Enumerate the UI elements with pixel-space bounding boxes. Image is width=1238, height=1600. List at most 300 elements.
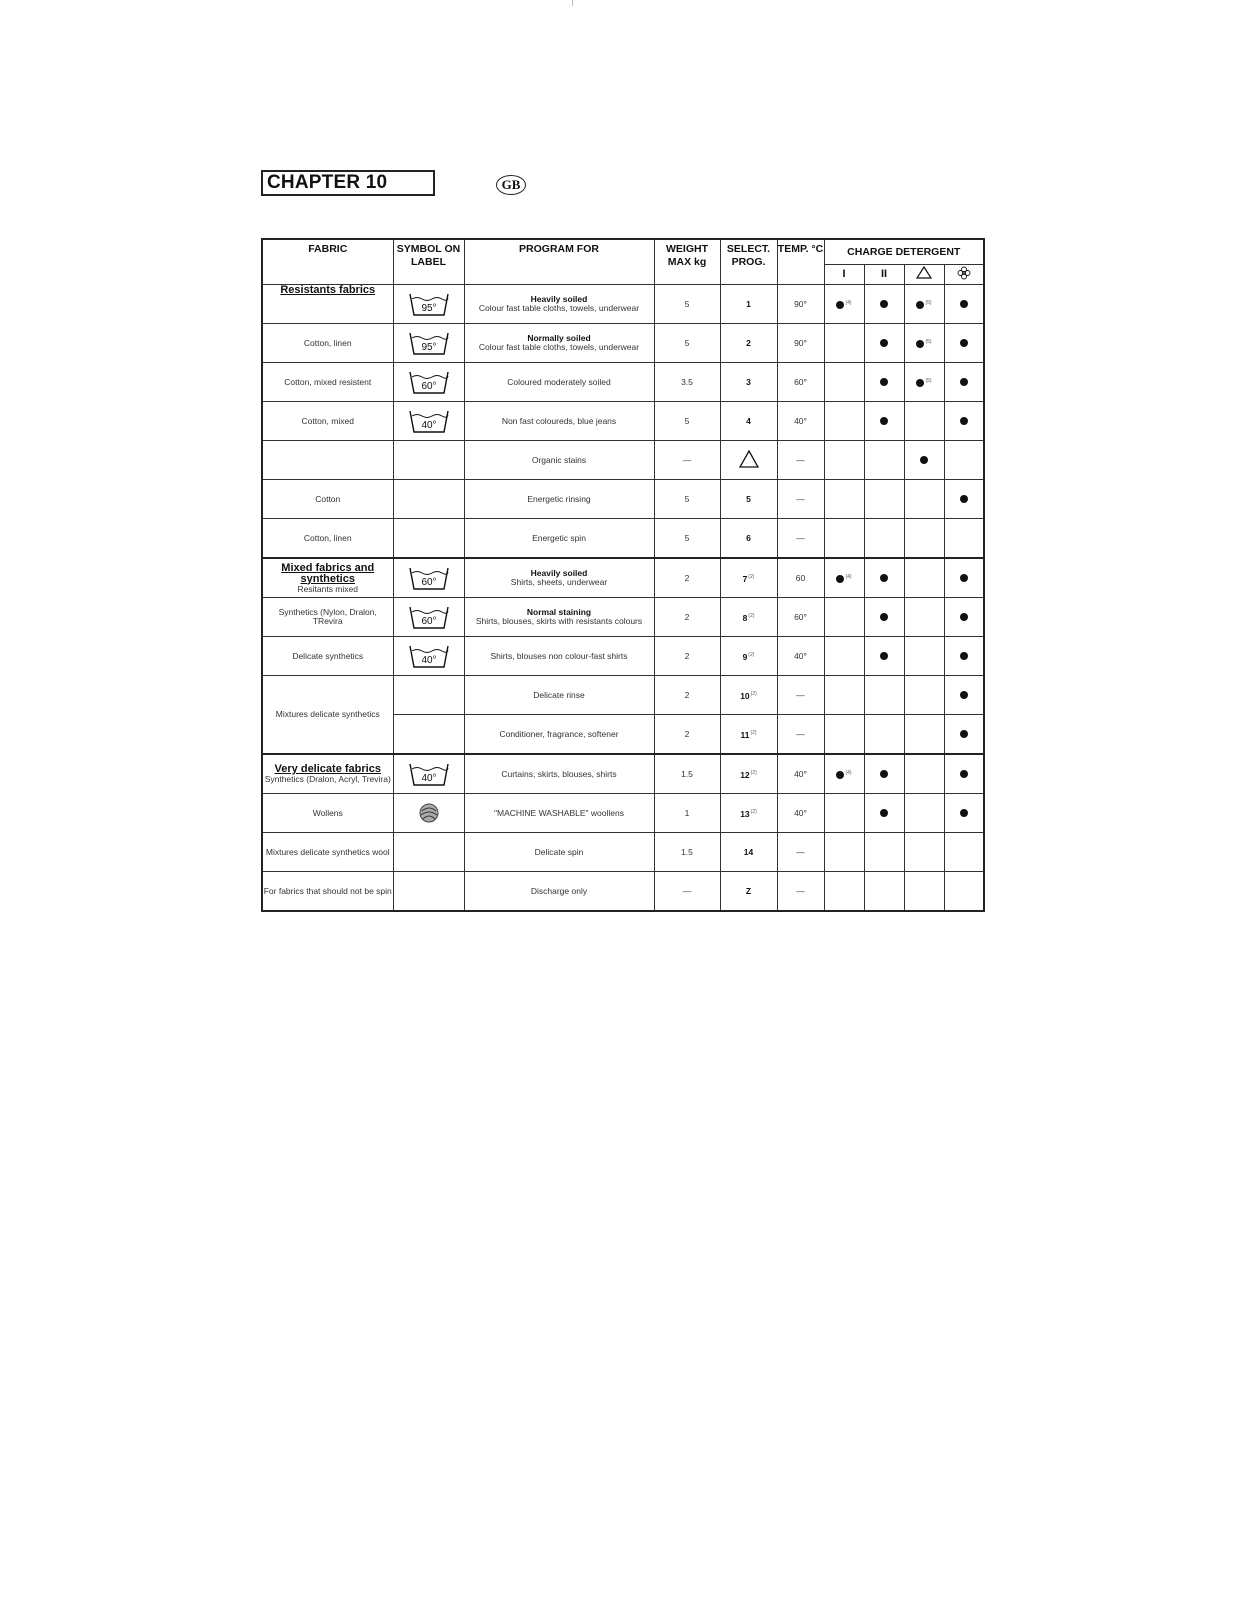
col-fabric-header: FABRIC	[262, 239, 393, 285]
fabric-cell	[262, 363, 393, 402]
weight-cell: 5	[654, 519, 720, 559]
detergent-footnote: (5)	[925, 377, 932, 384]
program-soil-level: Normal staining	[526, 607, 592, 617]
program-number: 6	[746, 532, 751, 543]
program-description: Shirts, blouses, skirts with resistants colours	[475, 616, 643, 626]
wash-tub-icon	[409, 408, 449, 434]
program-soil-level: Heavily soiled	[530, 294, 588, 304]
detergent-cell	[864, 754, 904, 794]
detergent-cell	[824, 676, 864, 715]
filled-dot-icon	[960, 613, 968, 621]
program-number: Z	[745, 885, 752, 896]
temperature-cell: —	[777, 715, 824, 755]
filled-dot-icon	[836, 301, 844, 309]
fabric-text: Synthetics (Dralon, Acryl, Trevira)	[264, 774, 391, 784]
detergent-cell	[904, 324, 944, 363]
weight-cell: —	[654, 441, 720, 480]
detergent-mark	[880, 769, 888, 779]
detergent-cell	[864, 676, 904, 715]
wash-temp-label: 95°	[420, 342, 437, 353]
temperature-cell: 40°	[777, 794, 824, 833]
program-cell	[464, 558, 654, 598]
table-row	[262, 676, 984, 715]
weight-cell: 5	[654, 402, 720, 441]
program-cell	[464, 324, 654, 363]
program-description: Organic stains	[531, 454, 587, 465]
detergent-cell	[904, 872, 944, 912]
detergent-mark	[880, 338, 888, 348]
weight-cell: —	[654, 872, 720, 912]
wash-tub-icon	[409, 330, 449, 356]
select-program-cell	[720, 441, 777, 480]
detergent-footnote: (4)	[845, 573, 852, 580]
program-soil-level: Heavily soiled	[530, 568, 588, 578]
detergent-cell	[864, 794, 904, 833]
detergent-cell	[944, 324, 984, 363]
program-cell	[464, 676, 654, 715]
program-footnote: (2)	[748, 651, 755, 658]
program-description: Colour fast table cloths, towels, underwear	[478, 342, 640, 352]
detergent-cell	[904, 402, 944, 441]
filled-dot-icon	[880, 809, 888, 817]
care-symbol-cell	[393, 324, 464, 363]
wash-tub-icon	[409, 565, 449, 591]
weight-cell: 5	[654, 324, 720, 363]
col-program-header: PROGRAM FOR	[464, 239, 654, 285]
detergent-cell	[824, 833, 864, 872]
detergent-mark	[836, 769, 851, 779]
detergent-cell	[904, 441, 944, 480]
select-program-cell	[720, 324, 777, 363]
detergent-cell	[904, 833, 944, 872]
temperature-cell: 60	[777, 558, 824, 598]
temperature-cell: —	[777, 480, 824, 519]
program-footnote: (2)	[748, 612, 755, 619]
wash-temp-label: 60°	[420, 381, 437, 392]
filled-dot-icon	[880, 574, 888, 582]
filled-dot-icon	[960, 652, 968, 660]
fabric-text: For fabrics that should not be spin	[263, 885, 392, 896]
detergent-cell	[944, 558, 984, 598]
select-program-cell	[720, 794, 777, 833]
filled-dot-icon	[880, 652, 888, 660]
detergent-mark	[920, 455, 928, 465]
filled-dot-icon	[836, 575, 844, 583]
fabric-text: Cotton, mixed	[301, 415, 354, 426]
detergent-mark	[960, 651, 968, 661]
program-cell	[464, 715, 654, 755]
wash-temp-label: 40°	[420, 773, 437, 784]
program-description: Discharge only	[530, 885, 588, 896]
detergent-mark	[880, 808, 888, 818]
detergent-cell	[904, 363, 944, 402]
program-footnote: (2)	[750, 769, 757, 776]
program-description: Conditioner, fragrance, softener	[499, 728, 619, 739]
filled-dot-icon	[960, 691, 968, 699]
program-number: 13	[740, 808, 750, 819]
detergent-mark	[880, 612, 888, 622]
detergent-cell	[944, 285, 984, 324]
col-charge-wash-header: II	[864, 265, 904, 285]
detergent-cell	[864, 872, 904, 912]
fabric-text: Delicate synthetics	[292, 650, 364, 661]
fabric-cell	[262, 480, 393, 519]
detergent-cell	[904, 598, 944, 637]
temperature-cell: —	[777, 833, 824, 872]
detergent-mark	[960, 494, 968, 504]
detergent-cell	[824, 480, 864, 519]
weight-cell: 2	[654, 676, 720, 715]
table-row	[262, 519, 984, 559]
detergent-cell	[824, 872, 864, 912]
table-row	[262, 363, 984, 402]
detergent-cell	[864, 519, 904, 559]
fabric-cell	[262, 794, 393, 833]
select-program-cell	[720, 519, 777, 559]
fabric-cell	[262, 598, 393, 637]
fabric-cell	[262, 558, 393, 598]
fabric-group-heading: Mixed fabrics and synthetics	[281, 561, 375, 585]
program-number: 8	[742, 612, 748, 623]
program-footnote: (2)	[750, 808, 757, 815]
detergent-cell	[864, 285, 904, 324]
filled-dot-icon	[880, 417, 888, 425]
select-program-cell	[720, 480, 777, 519]
temperature-cell: —	[777, 676, 824, 715]
table-row	[262, 754, 984, 794]
program-description: "MACHINE WASHABLE" woollens	[494, 807, 624, 818]
weight-cell: 2	[654, 598, 720, 637]
fabric-text: Mixtures delicate synthetics wool	[265, 846, 390, 857]
detergent-cell	[824, 794, 864, 833]
program-number: 4	[746, 415, 751, 426]
program-cell	[464, 441, 654, 480]
detergent-footnote: (4)	[845, 769, 852, 776]
filled-dot-icon	[916, 379, 924, 387]
program-cell	[464, 598, 654, 637]
fabric-cell	[262, 324, 393, 363]
wash-tub-icon	[409, 369, 449, 395]
filled-dot-icon	[880, 300, 888, 308]
program-cell	[464, 285, 654, 324]
wash-temp-label: 40°	[420, 655, 437, 666]
temperature-cell: —	[777, 872, 824, 912]
filled-dot-icon	[880, 378, 888, 386]
filled-dot-icon	[880, 770, 888, 778]
program-number: 14	[743, 846, 754, 857]
detergent-cell	[824, 754, 864, 794]
care-symbol-cell	[393, 402, 464, 441]
select-program-cell	[720, 676, 777, 715]
detergent-mark	[836, 573, 851, 583]
program-number: 11	[740, 729, 750, 740]
detergent-cell	[864, 833, 904, 872]
table-row	[262, 833, 984, 872]
top-tick-mark	[572, 0, 573, 6]
filled-dot-icon	[960, 378, 968, 386]
language-badge: GB	[496, 175, 526, 195]
detergent-cell	[904, 558, 944, 598]
detergent-cell	[864, 324, 904, 363]
detergent-cell	[864, 363, 904, 402]
detergent-cell	[824, 402, 864, 441]
temperature-cell: 60°	[777, 598, 824, 637]
select-program-cell	[720, 598, 777, 637]
fabric-cell	[262, 441, 393, 480]
fabric-cell	[262, 872, 393, 912]
detergent-mark	[960, 416, 968, 426]
detergent-cell	[904, 794, 944, 833]
care-symbol-cell	[393, 441, 464, 480]
detergent-mark	[880, 416, 888, 426]
detergent-cell	[864, 402, 904, 441]
fabric-cell	[262, 637, 393, 676]
detergent-mark	[960, 573, 968, 583]
wash-tub-icon	[409, 291, 449, 317]
detergent-cell	[864, 715, 904, 755]
fabric-text: Wollens	[312, 807, 343, 818]
table-row	[262, 872, 984, 912]
temperature-cell: 60°	[777, 363, 824, 402]
program-soil-level: Normally soiled	[527, 333, 591, 343]
detergent-cell	[824, 519, 864, 559]
program-cell	[464, 480, 654, 519]
care-symbol-cell	[393, 715, 464, 755]
fabric-text: Cotton, linen	[303, 532, 352, 543]
filled-dot-icon	[836, 771, 844, 779]
select-program-cell	[720, 754, 777, 794]
care-symbol-cell	[393, 480, 464, 519]
chapter-title: CHAPTER 10	[261, 170, 435, 196]
program-description: Non fast coloureds, blue jeans	[501, 415, 617, 426]
detergent-mark	[960, 299, 968, 309]
filled-dot-icon	[960, 300, 968, 308]
program-number: 2	[746, 337, 751, 348]
program-number: 10	[740, 690, 750, 701]
program-description: Energetic spin	[532, 532, 586, 543]
program-number: 7	[742, 573, 748, 584]
detergent-footnote: (5)	[925, 338, 932, 345]
detergent-cell	[824, 285, 864, 324]
detergent-mark	[960, 690, 968, 700]
care-symbol-cell	[393, 285, 464, 324]
temperature-cell: 90°	[777, 324, 824, 363]
weight-cell: 2	[654, 715, 720, 755]
table-row	[262, 441, 984, 480]
triangle-icon	[916, 266, 932, 279]
detergent-mark	[960, 769, 968, 779]
fabric-cell	[262, 402, 393, 441]
wash-temp-label: 95°	[420, 303, 437, 314]
program-description: Delicate spin	[534, 846, 584, 857]
detergent-cell	[904, 715, 944, 755]
weight-cell: 3.5	[654, 363, 720, 402]
wash-tub-icon	[409, 604, 449, 630]
table-row	[262, 598, 984, 637]
detergent-cell	[864, 441, 904, 480]
col-select-header: SELECT. PROG.	[720, 239, 777, 285]
program-description: Shirts, blouses non colour-fast shirts	[490, 650, 628, 661]
program-description: Shirts, sheets, underwear	[510, 577, 608, 587]
detergent-cell	[944, 402, 984, 441]
temperature-cell: —	[777, 441, 824, 480]
detergent-cell	[824, 441, 864, 480]
fabric-cell	[262, 676, 393, 755]
weight-cell: 5	[654, 285, 720, 324]
fabric-text: Resitants mixed	[297, 583, 358, 594]
care-symbol-cell	[393, 833, 464, 872]
table-row	[262, 637, 984, 676]
program-cell	[464, 402, 654, 441]
care-symbol-cell	[393, 676, 464, 715]
care-symbol-cell	[393, 872, 464, 912]
detergent-cell	[944, 637, 984, 676]
program-number: 3	[746, 376, 751, 387]
detergent-cell	[944, 676, 984, 715]
wash-temp-label: 60°	[420, 577, 437, 588]
fabric-text: Cotton, linen	[303, 337, 352, 348]
detergent-cell	[864, 558, 904, 598]
program-description: Energetic rinsing	[527, 493, 591, 504]
detergent-mark	[880, 573, 888, 583]
detergent-cell	[944, 715, 984, 755]
care-symbol-cell	[393, 754, 464, 794]
filled-dot-icon	[960, 417, 968, 425]
detergent-cell	[824, 324, 864, 363]
select-program-cell	[720, 833, 777, 872]
program-number: 1	[746, 298, 751, 309]
table-row	[262, 285, 984, 324]
filled-dot-icon	[880, 613, 888, 621]
select-program-cell	[720, 872, 777, 912]
table-row	[262, 558, 984, 598]
detergent-mark	[916, 377, 931, 387]
detergent-cell	[824, 598, 864, 637]
detergent-cell	[904, 285, 944, 324]
detergent-cell	[944, 872, 984, 912]
filled-dot-icon	[960, 574, 968, 582]
detergent-cell	[904, 637, 944, 676]
care-symbol-cell	[393, 558, 464, 598]
detergent-mark	[916, 338, 931, 348]
detergent-cell	[904, 519, 944, 559]
fabric-cell	[262, 754, 393, 794]
program-cell	[464, 872, 654, 912]
col-charge-detergent-header: CHARGE DETERGENT	[824, 239, 984, 265]
program-footnote: (2)	[750, 690, 757, 697]
col-temp-header: TEMP. °C	[777, 239, 824, 285]
fabric-text: Mixtures delicate synthetics	[275, 709, 380, 719]
temperature-cell: 40°	[777, 637, 824, 676]
select-program-cell	[720, 558, 777, 598]
weight-cell: 5	[654, 480, 720, 519]
weight-cell: 2	[654, 637, 720, 676]
fabric-group-heading: Very delicate fabrics	[274, 763, 381, 775]
select-program-cell	[720, 637, 777, 676]
detergent-mark	[960, 729, 968, 739]
select-program-cell	[720, 402, 777, 441]
detergent-mark	[880, 299, 888, 309]
col-charge-prewash-header: I	[824, 265, 864, 285]
table-row	[262, 402, 984, 441]
col-charge-bleach-header	[904, 265, 944, 285]
detergent-mark	[960, 808, 968, 818]
wool-ball-icon	[418, 802, 440, 824]
detergent-mark	[960, 338, 968, 348]
filled-dot-icon	[960, 339, 968, 347]
fabric-text: Cotton, mixed resistent	[284, 376, 372, 387]
select-program-cell	[720, 285, 777, 324]
care-symbol-cell	[393, 637, 464, 676]
program-number: 9	[742, 651, 748, 662]
program-cell	[464, 754, 654, 794]
program-cell	[464, 794, 654, 833]
table-row	[262, 324, 984, 363]
program-description: Delicate rinse	[533, 689, 585, 700]
detergent-cell	[824, 363, 864, 402]
detergent-cell	[904, 480, 944, 519]
filled-dot-icon	[920, 456, 928, 464]
col-charge-softener-header	[944, 265, 984, 285]
weight-cell: 1.5	[654, 754, 720, 794]
program-description: Curtains, skirts, blouses, shirts	[501, 768, 617, 779]
col-symbol-header: SYMBOL ON LABEL	[393, 239, 464, 285]
fabric-cell	[262, 285, 393, 324]
program-description: Colour fast table cloths, towels, underwear	[478, 303, 640, 313]
temperature-cell: 40°	[777, 402, 824, 441]
filled-dot-icon	[960, 495, 968, 503]
program-footnote: (2)	[750, 729, 757, 736]
detergent-mark	[960, 377, 968, 387]
detergent-mark	[880, 377, 888, 387]
wash-tub-icon	[409, 643, 449, 669]
filled-dot-icon	[960, 770, 968, 778]
detergent-cell	[864, 637, 904, 676]
detergent-footnote: (4)	[845, 299, 852, 306]
program-description: Coloured moderately soiled	[507, 376, 611, 387]
fabric-group-heading: Resistants fabrics	[280, 284, 376, 296]
weight-cell: 1.5	[654, 833, 720, 872]
detergent-cell	[944, 519, 984, 559]
detergent-mark	[960, 612, 968, 622]
detergent-cell	[824, 715, 864, 755]
program-cell	[464, 363, 654, 402]
wash-tub-icon	[409, 761, 449, 787]
fabric-cell	[262, 519, 393, 559]
detergent-cell	[944, 833, 984, 872]
detergent-mark	[836, 299, 851, 309]
detergent-mark	[916, 299, 931, 309]
filled-dot-icon	[916, 340, 924, 348]
program-cell	[464, 519, 654, 559]
wash-temp-label: 60°	[420, 616, 437, 627]
care-symbol-cell	[393, 598, 464, 637]
detergent-cell	[944, 754, 984, 794]
care-symbol-cell	[393, 519, 464, 559]
detergent-cell	[944, 441, 984, 480]
temperature-cell: —	[777, 519, 824, 559]
detergent-cell	[864, 480, 904, 519]
triangle-icon	[739, 450, 759, 468]
program-number: 5	[746, 493, 751, 504]
fabric-text: Synthetics (Nylon, Dralon, TRevira	[278, 607, 377, 626]
filled-dot-icon	[916, 301, 924, 309]
program-cell	[464, 833, 654, 872]
wash-program-table	[261, 238, 985, 912]
weight-cell: 1	[654, 794, 720, 833]
detergent-cell	[944, 794, 984, 833]
detergent-cell	[864, 598, 904, 637]
